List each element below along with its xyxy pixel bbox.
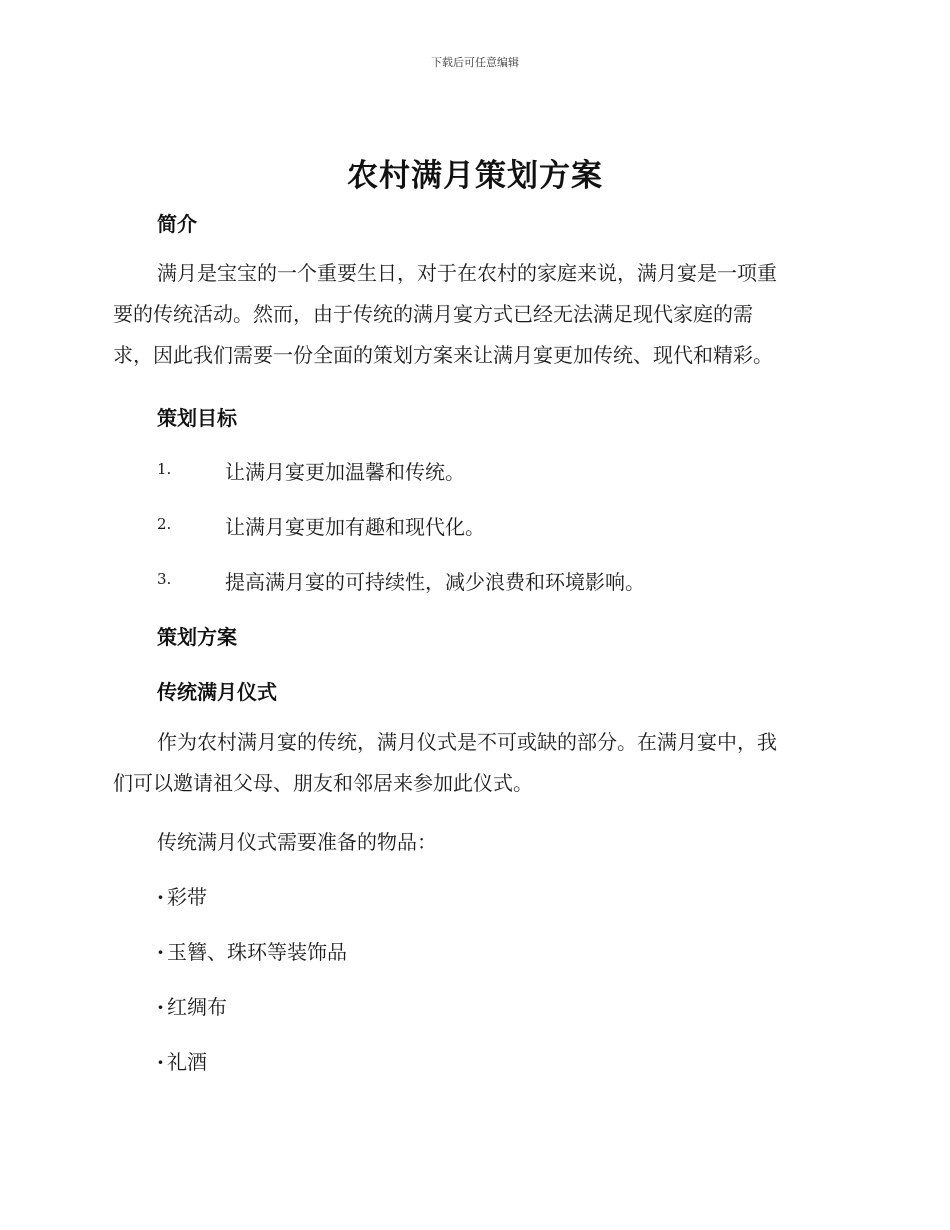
bullet-dot-icon: · [157,885,164,909]
goal-number-1: 1. [157,460,172,478]
intro-line-2: 要的传统活动。然而，由于传统的满月宴方式已经无法满足现代家庭的需 [113,302,753,326]
goals-heading: 策划目标 [157,406,237,430]
ceremony-line-1: 作为农村满月宴的传统，满月仪式是不可或缺的部分。在满月宴中，我 [157,730,777,754]
bullet-dot-icon: · [157,995,164,1019]
ceremony-item-4 [157,1046,207,1075]
goal-number-2: 2. [157,515,172,533]
intro-line-3: 求，因此我们需要一份全面的策划方案来让满月宴更加传统、现代和精彩。 [113,343,773,367]
ceremony-item-3 [157,991,227,1020]
bullet-dot-icon: · [157,1050,164,1074]
goal-number-3: 3. [157,570,172,588]
header-note: 下载后可任意编辑 [431,56,519,69]
goal-text-3: 提高满月宴的可持续性，减少浪费和环境影响。 [225,570,645,594]
ceremony-item-1-text: 彩带 [167,885,207,909]
ceremony-item-2-text: 玉簪、珠环等装饰品 [167,940,347,964]
intro-paragraph [113,253,833,376]
plan-heading: 策划方案 [157,625,237,649]
ceremony-item-1 [157,881,207,910]
ceremony-line-2: 们可以邀请祖父母、朋友和邻居来参加此仪式。 [113,771,533,795]
ceremony-item-4-text: 礼酒 [167,1050,207,1074]
goal-text-1: 让满月宴更加温馨和传统。 [225,460,465,484]
goal-text-2: 让满月宴更加有趣和现代化。 [225,515,485,539]
ceremony-heading: 传统满月仪式 [157,680,277,704]
ceremony-item-3-text: 红绸布 [167,995,227,1019]
document-title: 农村满月策划方案 [347,158,603,194]
bullet-dot-icon: · [157,940,164,964]
ceremony-item-2 [157,936,347,965]
ceremony-paragraph [113,722,833,804]
ceremony-items-intro: 传统满月仪式需要准备的物品： [157,830,437,854]
intro-line-1: 满月是宝宝的一个重要生日，对于在农村的家庭来说，满月宴是一项重 [157,261,777,285]
intro-heading: 简介 [157,212,197,236]
